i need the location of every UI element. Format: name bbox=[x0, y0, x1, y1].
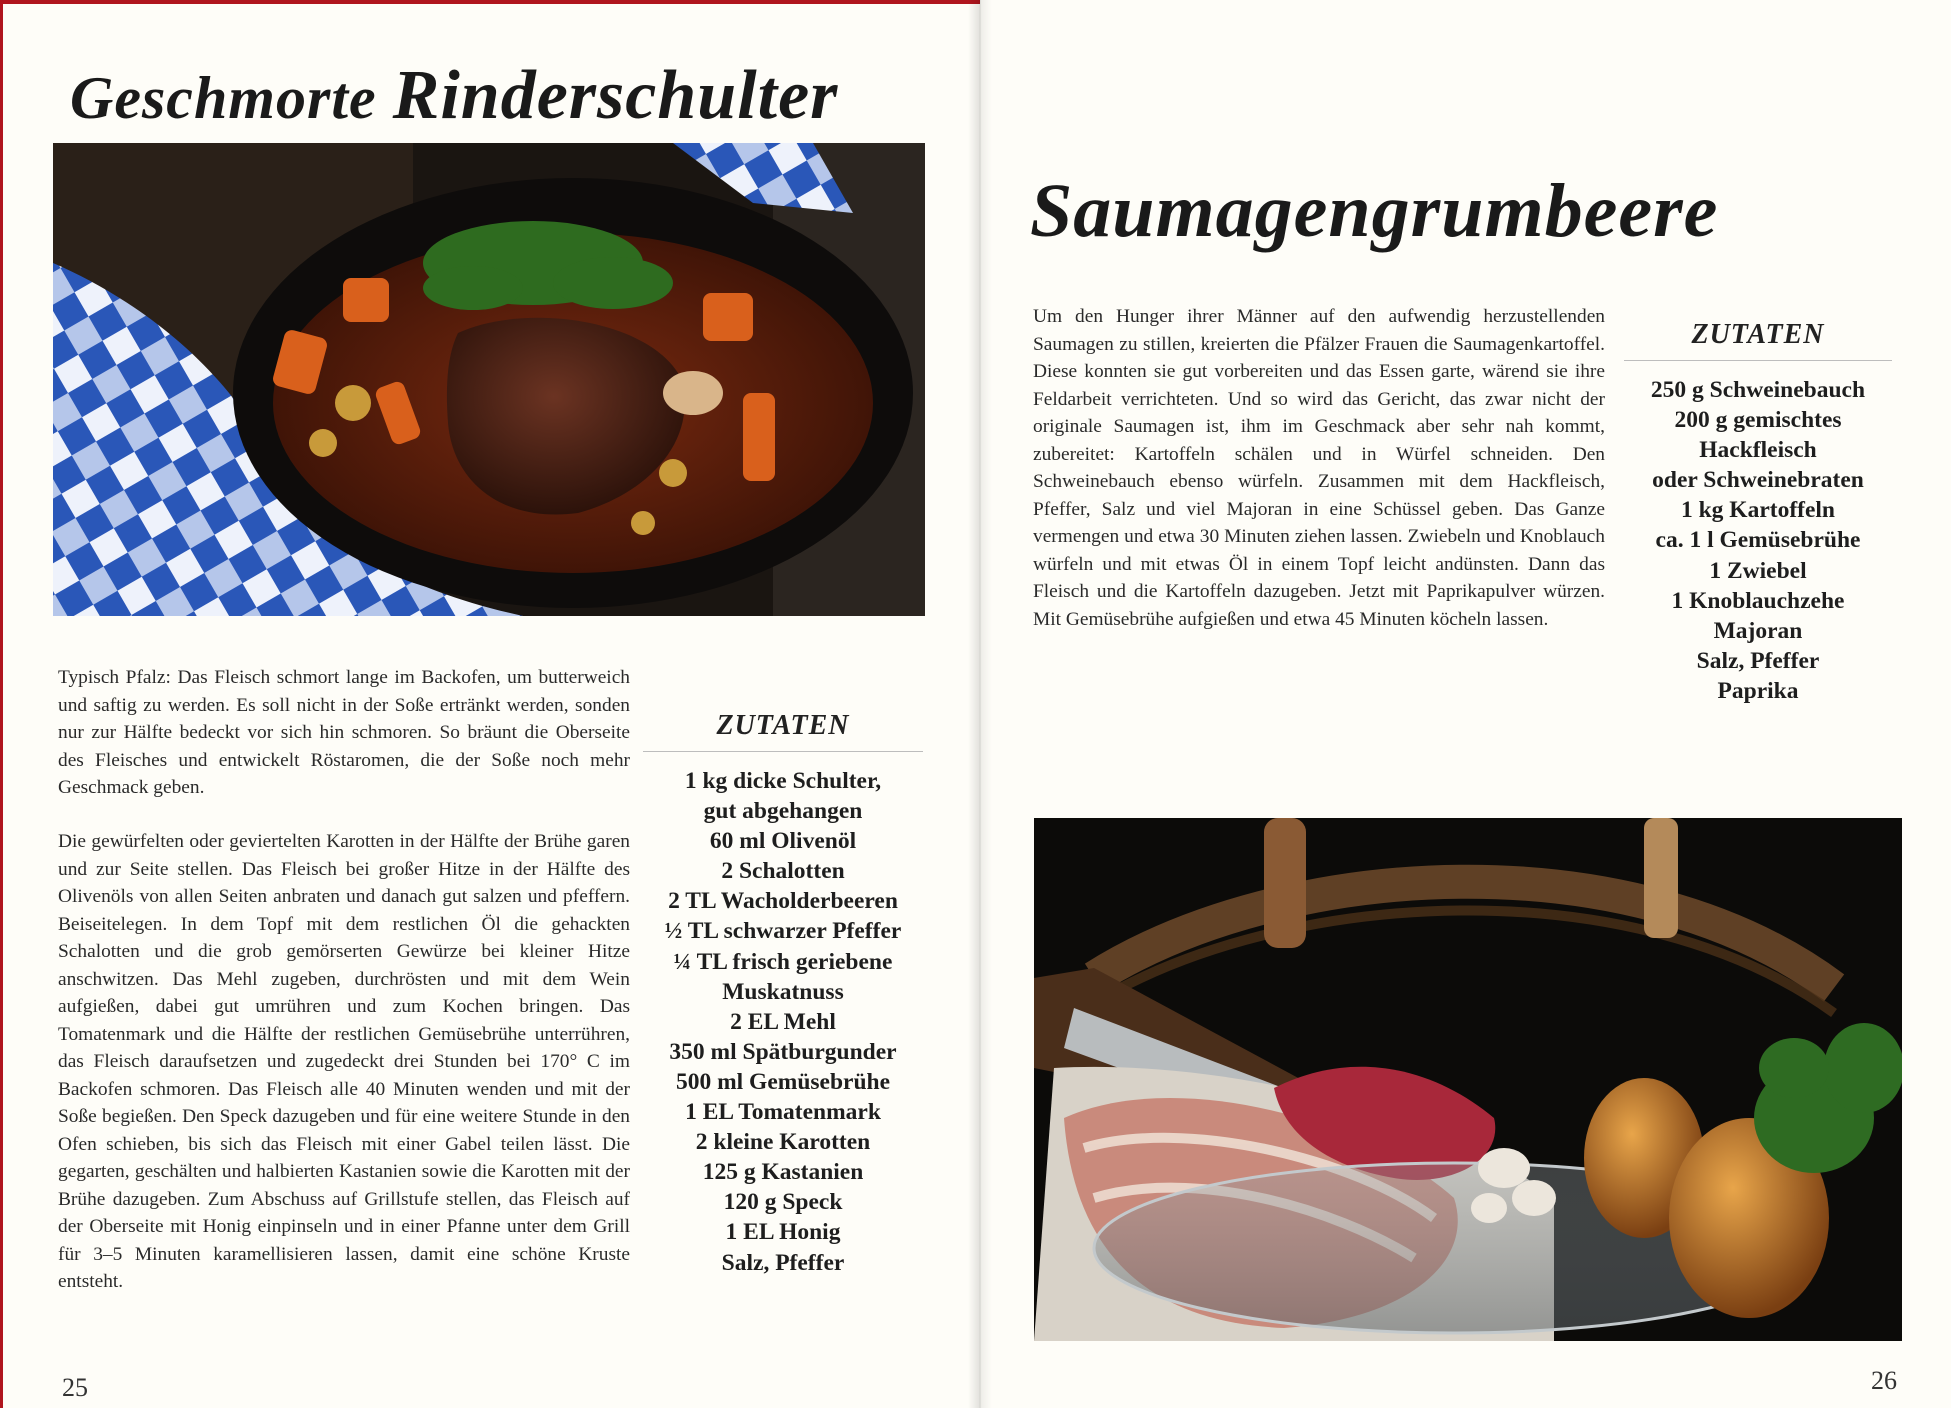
ingredient-item: 350 ml Spätburgunder bbox=[669, 1038, 897, 1065]
ingredient-item: 120 g Speck bbox=[723, 1189, 843, 1216]
ingredients-divider-right bbox=[1624, 360, 1892, 361]
ingredient-item: gut abgehangen bbox=[703, 798, 863, 825]
ingredient-item: Majoran bbox=[1713, 617, 1803, 644]
ingredient-item: 2 TL Wacholderbeeren bbox=[668, 888, 898, 915]
ingredient-item: 2 EL Mehl bbox=[730, 1008, 836, 1035]
intro-paragraph-left: Typisch Pfalz: Das Fleisch schmort lange im Backofen, um butterweich und saftig zu werden. Es soll nicht in der Soße ertränkt werden, sonden nur zur Hälfte bedeckt vor sich hin schmoren. So bräunt die Oberseite des Fleisches und entwickelt Röstaromen, die der Soße noch mehr Geschmack geben. bbox=[58, 667, 630, 798]
ingredients-heading-left: ZUTATEN bbox=[716, 710, 850, 741]
ingredient-item: ¼ TL frisch geriebene bbox=[673, 948, 893, 975]
ingredient-item: 1 EL Honig bbox=[725, 1219, 841, 1246]
ingredients-box-left bbox=[643, 710, 923, 1278]
ingredients-box-right bbox=[1624, 319, 1892, 706]
ingredient-item: 60 ml Olivenöl bbox=[709, 828, 857, 855]
page-number-right: 26 bbox=[1871, 1366, 1897, 1395]
ingredient-item: 1 kg dicke Schulter, bbox=[684, 768, 882, 794]
ingredient-item: ca. 1 l Gemüsebrühe bbox=[1655, 527, 1861, 554]
page-number-left: 25 bbox=[62, 1373, 88, 1402]
title-left-part2: Rinderschulter bbox=[392, 57, 839, 134]
intro-paragraph-right: Um den Hunger ihrer Männer auf den aufwendig herzustellenden Saumagen zu stillen, kreierten die Pfälzer Frauen die Saumagenkartoffel. Diese konnten sie gut vorbereiten und das Essen garte, wärend sie ihre Feldarbeit verrichteten. Und so wird das Gericht, das zwar nicht der originale Saumagen ist, ihm im Geschmack aber sehr nah kommt, zubereitet: Kartoffeln schälen und in Würfel schneiden. Den Schweinebauch ebenso würfeln. Zusammen mit dem Hackfleisch, Pfeffer, Salz und viel Majoran in eine Schüssel geben. Das Ganze vermengen und etwa 30 Minuten ziehen lassen. Zwiebeln und Knoblauch würfeln und mit etwas Öl in einem Topf leicht andünsten. Dann das Fleisch und die Kartoffeln dazugeben. Jetzt mit Paprikapulver würzen. Mit Gemüsebrühe aufgießen und etwa 45 Minuten köcheln lassen. bbox=[1033, 306, 1605, 630]
ingredients-heading-right: ZUTATEN bbox=[1691, 319, 1825, 350]
ingredients-still-life-illustration bbox=[1034, 818, 1902, 1341]
ingredient-item: Paprika bbox=[1717, 677, 1799, 704]
ingredient-item: Muskatnuss bbox=[722, 978, 844, 1005]
ingredient-item: 2 kleine Karotten bbox=[695, 1129, 871, 1156]
recipe-title-left bbox=[70, 56, 838, 136]
ingredients-divider-left bbox=[643, 751, 923, 752]
ingredient-item: 250 g Schweinebauch bbox=[1650, 377, 1866, 403]
pork-ingredients-photo bbox=[1034, 818, 1902, 1341]
ingredient-item: Salz, Pfeffer bbox=[721, 1249, 845, 1276]
ingredients-list-right bbox=[1624, 375, 1892, 706]
ingredient-item: oder Schweinebraten bbox=[1652, 467, 1864, 494]
ingredient-item: 1 Knoblauchzehe bbox=[1671, 587, 1845, 614]
ingredient-item: Hackfleisch bbox=[1699, 437, 1817, 464]
ingredient-item: 2 Schalotten bbox=[721, 858, 845, 885]
book-gutter bbox=[968, 0, 992, 1408]
ingredient-item: 1 kg Kartoffeln bbox=[1680, 497, 1836, 524]
title-left-part1: Geschmorte bbox=[70, 65, 393, 131]
ingredient-item: 1 EL Tomatenmark bbox=[685, 1099, 881, 1126]
recipe-title-right: Saumagengrumbeere bbox=[1030, 169, 1719, 253]
beef-shoulder-photo bbox=[53, 143, 925, 616]
ingredient-item: Salz, Pfeffer bbox=[1696, 647, 1820, 674]
ingredients-list-left bbox=[643, 766, 923, 1278]
method-paragraph-left: Die gewürfelten oder geviertelten Karotten in der Hälfte der Brühe garen und zur Seite stellen. Das Fleisch bei großer Hitze in der Hälfte des Olivenöls von allen Seiten anbraten und danach gut salzen und pfeffern. Beiseitelegen. In dem Topf mit dem restlichen Öl die gehackten Schalotten und die grob gemörserten Gewürze bei kleiner Hitze anschwitzen. Das Mehl zugeben, durchrösten und mit dem Wein aufgießen, dabei gut umrühren und zum Kochen bringen. Das Tomatenmark und die Hälfte der restlichen Gemüsebrühe unterrühren, das Fleisch daraufsetzen und zugedeckt drei Stunden bei 170° C im Backofen schmoren. Das Fleisch alle 40 Minuten wenden und mit der Soße begießen. Den Speck dazugeben und für eine weitere Stunde in den Ofen schieben, bis sich das Fleisch mit einer Gabel teilen lässt. Die gegarten, geschälten und halbierten Kastanien sowie die Karotten mit der Brühe dazugeben. Zum Abschuss auf Grillstufe stellen, das Fleisch auf der Oberseite mit Honig einpinseln und in einer Pfanne unter dem Grill für 3–5 Minuten karamellisieren lassen, damit eine schöne Kruste entsteht. bbox=[58, 831, 630, 1292]
beef-pot-illustration bbox=[53, 143, 925, 616]
ingredient-item: 500 ml Gemüsebrühe bbox=[675, 1068, 891, 1095]
ingredient-item: 200 g gemischtes bbox=[1674, 407, 1842, 434]
ingredient-item: 1 Zwiebel bbox=[1709, 557, 1807, 584]
ingredient-item: 125 g Kastanien bbox=[702, 1159, 864, 1186]
ingredient-item: ½ TL schwarzer Pfeffer bbox=[664, 918, 902, 945]
